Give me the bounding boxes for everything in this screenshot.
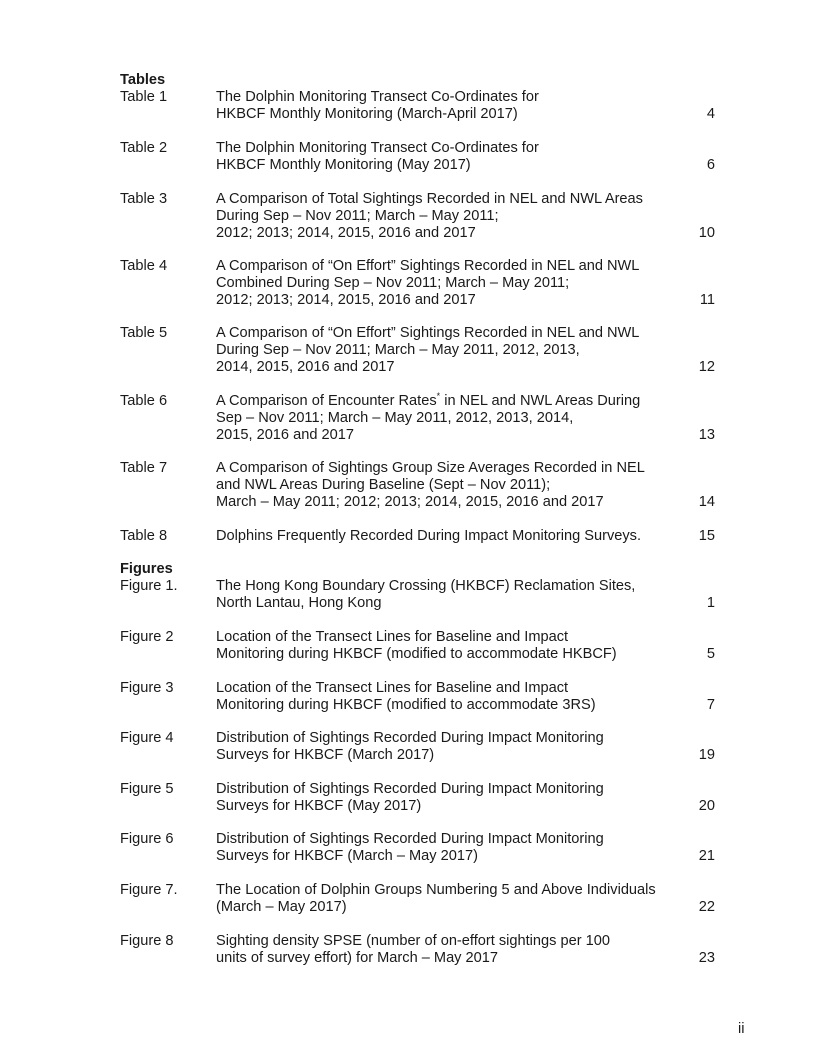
entry-label: Table 7	[120, 460, 168, 476]
entry-page: 23	[698, 950, 715, 966]
entry-title: Distribution of Sightings Recorded During Impact Monitoring Surveys for HKBCF (March 2017)	[216, 730, 604, 763]
entry-label: Figure 5	[120, 781, 174, 797]
entry-label: Figure 8	[120, 933, 174, 949]
entry-label: Table 5	[120, 325, 168, 341]
toc-entry-table-5[interactable]	[120, 325, 720, 385]
entry-page: 15	[698, 528, 715, 544]
entry-title: Location of the Transect Lines for Baseline and Impact Monitoring during HKBCF (modified to accommodate HKBCF)	[216, 629, 617, 662]
toc-entry-figure-8[interactable]	[120, 933, 720, 993]
toc-entry-table-7[interactable]	[120, 460, 720, 520]
entry-title: The Dolphin Monitoring Transect Co-Ordinates for HKBCF Monthly Monitoring (May 2017)	[216, 140, 539, 173]
entry-title: A Comparison of Total Sightings Recorded in NEL and NWL Areas During Sep – Nov 2011; March – May 2011; 2012; 2013; 2014, 2015, 2016 and 2017	[216, 191, 643, 241]
entry-label: Figure 6	[120, 831, 174, 847]
toc-entry-table-3[interactable]	[120, 191, 720, 251]
entry-title: Distribution of Sightings Recorded During Impact Monitoring Surveys for HKBCF (May 2017)	[216, 781, 604, 814]
entry-page: 4	[706, 106, 715, 122]
entry-title: Location of the Transect Lines for Baseline and Impact Monitoring during HKBCF (modified to accommodate 3RS)	[216, 680, 596, 713]
entry-page: 5	[706, 646, 715, 662]
entry-page: 12	[698, 359, 715, 375]
entry-page: 22	[698, 899, 715, 915]
entry-label: Table 2	[120, 140, 168, 156]
entry-label: Figure 3	[120, 680, 174, 696]
entry-label: Table 4	[120, 258, 168, 274]
page-number: ii	[738, 1021, 745, 1037]
entry-page: 10	[698, 225, 715, 241]
entry-page: 11	[699, 292, 715, 308]
entry-title: The Location of Dolphin Groups Numbering 5 and Above Individuals (March – May 2017)	[216, 882, 656, 915]
entry-title: The Dolphin Monitoring Transect Co-Ordinates for HKBCF Monthly Monitoring (March-April 2017)	[216, 89, 539, 122]
entry-label: Figure 7.	[120, 882, 178, 898]
figures-heading: Figures	[120, 561, 173, 577]
entry-label: Figure 1.	[120, 578, 178, 594]
entry-page: 20	[698, 798, 715, 814]
entry-page: 14	[698, 494, 715, 510]
entry-title: The Hong Kong Boundary Crossing (HKBCF) Reclamation Sites, North Lantau, Hong Kong	[216, 578, 636, 611]
entry-label: Table 1	[120, 89, 168, 105]
entry-label: Table 6	[120, 393, 168, 409]
footnote-marker: *	[436, 391, 441, 402]
entry-title-rest: in NEL and NWL Areas During Sep – Nov 2011; March – May 2011, 2012, 2013, 2014, 2015, 2016 and 2017	[216, 393, 641, 443]
entry-label: Table 8	[120, 528, 168, 544]
entry-title: Dolphins Frequently Recorded During Impact Monitoring Surveys.	[216, 528, 642, 544]
entry-page: 13	[698, 427, 715, 443]
entry-label: Figure 2	[120, 629, 174, 645]
entry-page: 19	[698, 747, 715, 763]
entry-page: 21	[698, 848, 715, 864]
tables-heading: Tables	[120, 72, 166, 88]
entry-page: 1	[706, 595, 715, 611]
toc-entry-table-6[interactable]	[120, 393, 720, 453]
entry-title: A Comparison of “On Effort” Sightings Recorded in NEL and NWL Combined During Sep – Nov 2011; March – May 2011; 2012; 2013; 2014, 2015, 2016 and 2017	[216, 258, 640, 308]
entry-label: Table 3	[120, 191, 168, 207]
entry-title: Distribution of Sightings Recorded During Impact Monitoring Surveys for HKBCF (March – May 2017)	[216, 831, 604, 864]
entry-page: 7	[706, 697, 715, 713]
entry-title	[216, 393, 686, 444]
entry-title: A Comparison of Sightings Group Size Averages Recorded in NEL and NWL Areas During Baseline (Sept – Nov 2011); March – May 2011; 2012; 2013; 2014, 2015, 2016 and 2017	[216, 460, 645, 510]
entry-title: Sighting density SPSE (number of on-effort sightings per 100 units of survey effort) for March – May 2017	[216, 933, 610, 966]
entry-page: 6	[706, 157, 715, 173]
entry-title: A Comparison of “On Effort” Sightings Recorded in NEL and NWL During Sep – Nov 2011; March – May 2011, 2012, 2013, 2014, 2015, 2016 and 2017	[216, 325, 640, 375]
entry-label: Figure 4	[120, 730, 174, 746]
entry-title-start: A Comparison of Encounter Rates	[216, 393, 437, 409]
toc-entry-table-4[interactable]	[120, 258, 720, 318]
